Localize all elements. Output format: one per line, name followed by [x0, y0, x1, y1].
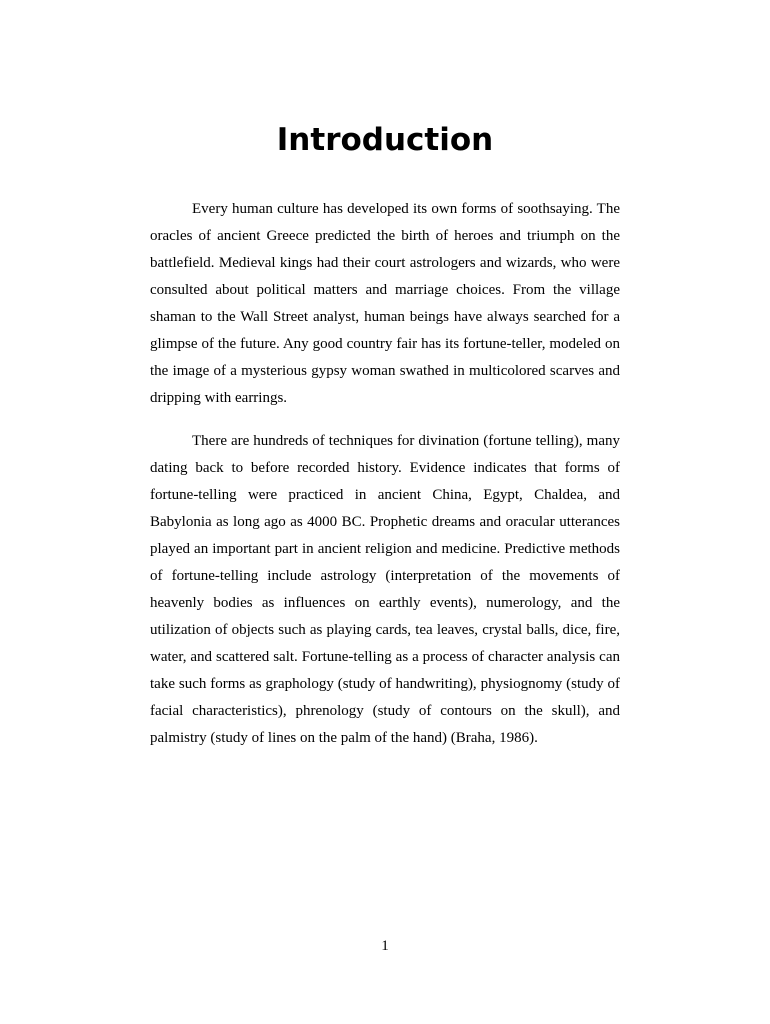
- paragraph-divination: There are hundreds of techniques for divination (fortune telling), many dating back to before recorded history. Evidence indicates that forms of fortune-telling were practiced in ancient China, Egypt, Chaldea, and Babylonia as long ago as 4000 BC. Prophetic dreams and oracular utterances played an important part in ancient religion and medicine. Predictive methods of fortune-telling include astrology (interpretation of the movements of heavenly bodies as influences on earthly events), numerology, and the utilization of objects such as playing cards, tea leaves, crystal balls, dice, fire, water, and scattered salt. Fortune-telling as a process of character analysis can take such forms as graphology (study of handwriting), physiognomy (study of facial characteristics), phrenology (study of contours on the skull), and palmistry (study of lines on the palm of the hand) (Braha, 1986).: [150, 433, 620, 746]
- page-number: 1: [381, 938, 389, 954]
- paragraph-soothsaying: Every human culture has developed its own forms of soothsaying. The oracles of ancient Greece predicted the birth of heroes and triumph on the battlefield. Medieval kings had their court astrologers and wizards, who were consulted about political matters and marriage choices. From the village shaman to the Wall Street analyst, human beings have always searched for a glimpse of the future. Any good country fair has its fortune-teller, modeled on the image of a mysterious gypsy woman swathed in multicolored scarves and dripping with earrings.: [150, 201, 620, 406]
- page-title: Introduction: [276, 122, 494, 158]
